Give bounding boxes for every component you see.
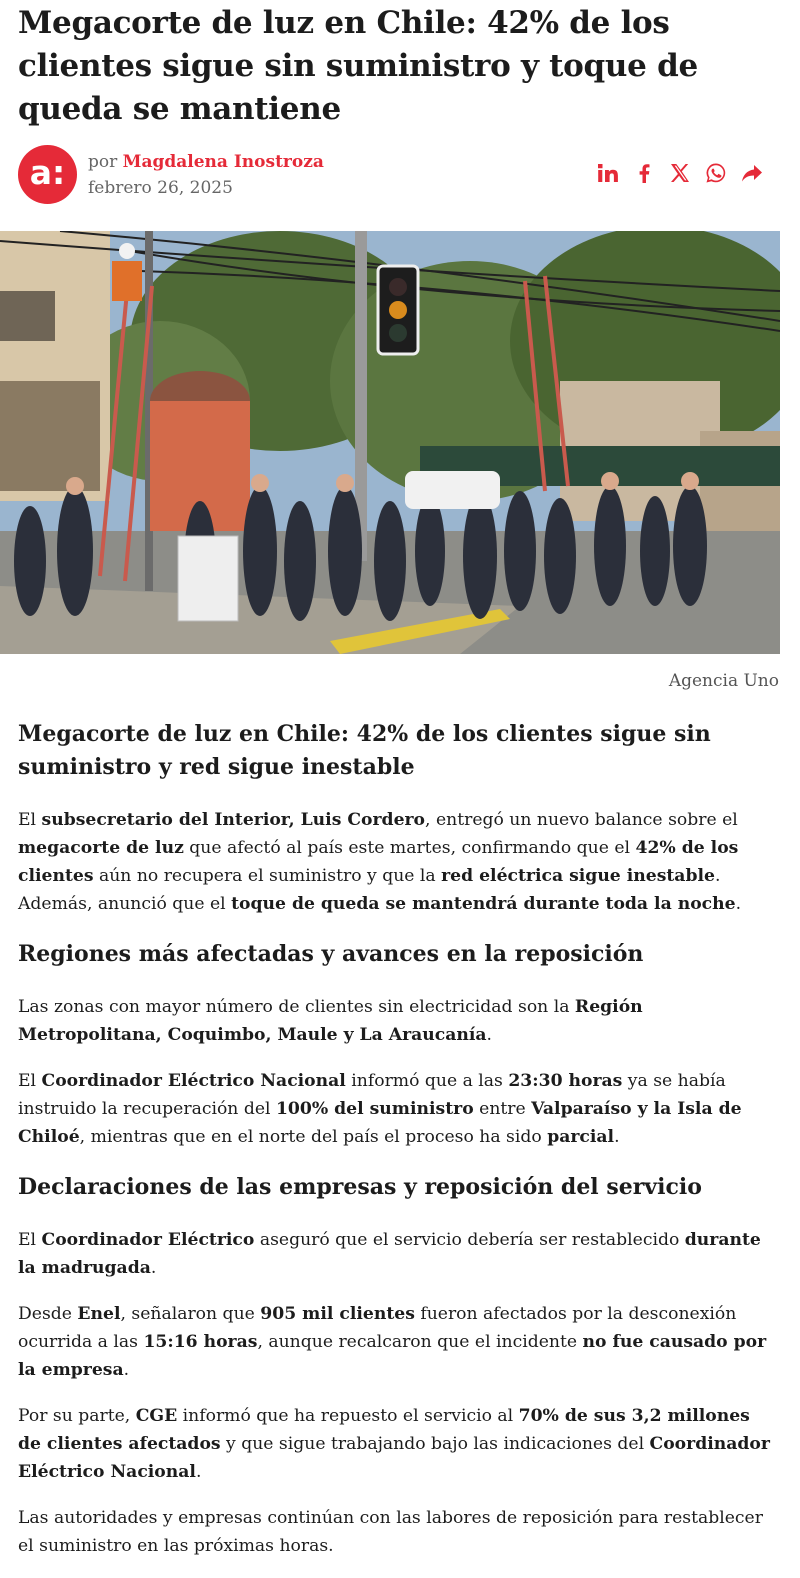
- paragraph-text: , señalaron que: [120, 1304, 261, 1324]
- paragraph-text: .: [150, 1258, 157, 1278]
- bold-text: durante la madrugada: [18, 1230, 761, 1278]
- paragraph-text: aseguró que el servicio debería ser restablecido: [254, 1230, 685, 1250]
- bold-text: 905 mil clientes: [260, 1304, 415, 1324]
- body-paragraph: [18, 1300, 770, 1384]
- share-icon[interactable]: [740, 161, 764, 185]
- byline-prefix: por: [88, 152, 118, 172]
- bold-text: no fue causado por la empresa: [18, 1332, 767, 1380]
- body-paragraph: [18, 1226, 770, 1282]
- paragraph-text: informó que a las: [345, 1071, 509, 1091]
- x-icon[interactable]: [668, 161, 692, 185]
- body-paragraph: [18, 993, 770, 1049]
- bold-text: subsecretario del Interior, Luis Cordero: [41, 810, 426, 830]
- bold-text: 15:16 horas: [143, 1332, 258, 1352]
- paragraph-text: El: [18, 1230, 42, 1250]
- paragraph-text: Por su parte,: [18, 1406, 136, 1426]
- body-paragraph: [18, 1402, 770, 1486]
- bold-text: Enel: [77, 1304, 121, 1324]
- paragraph-text: , entregó un nuevo balance sobre el: [425, 810, 738, 830]
- article-photo: [0, 231, 780, 654]
- paragraph-text: entre: [473, 1099, 532, 1119]
- byline-author-line: [88, 152, 324, 172]
- publish-date: febrero 26, 2025: [88, 178, 233, 198]
- bold-text: 100% del suministro: [275, 1099, 474, 1119]
- byline: [18, 145, 780, 207]
- bold-text: toque de queda se mantendrá durante toda la noche: [231, 894, 736, 914]
- bold-text: Valparaíso y la Isla de Chiloé: [18, 1099, 742, 1147]
- paragraph-text: El: [18, 810, 42, 830]
- bold-text: megacorte de luz: [18, 838, 184, 858]
- linkedin-icon[interactable]: [596, 161, 620, 185]
- section-heading: Declaraciones de las empresas y reposición del servicio: [18, 1174, 702, 1200]
- paragraph-text: Desde: [18, 1304, 78, 1324]
- avatar-logo-text: a:: [29, 153, 66, 192]
- whatsapp-icon[interactable]: [704, 161, 728, 185]
- author-avatar[interactable]: [18, 145, 77, 204]
- paragraph-text: El: [18, 1071, 42, 1091]
- bold-text: 70% de sus 3,2 millones de clientes afectados: [18, 1406, 750, 1454]
- bold-text: CGE: [135, 1406, 178, 1426]
- paragraph-text: .: [123, 1360, 130, 1380]
- bold-text: red eléctrica sigue inestable: [441, 866, 715, 886]
- paragraph-text: . Además, anunció que el: [18, 866, 721, 914]
- section-heading: Megacorte de luz en Chile: 42% de los clientes sigue sin suministro y red sigue inestable: [18, 721, 711, 780]
- paragraph-text: Las autoridades y empresas continúan con las labores de reposición para restablecer el suministro en las próximas horas.: [18, 1508, 763, 1556]
- paragraph-text: , aunque recalcaron que el incidente: [257, 1332, 583, 1352]
- street-scene-illustration: [0, 231, 780, 654]
- bold-text: parcial: [547, 1127, 615, 1147]
- paragraph-text: .: [486, 1025, 492, 1045]
- body-paragraph: [18, 1504, 770, 1560]
- image-credit: Agencia Uno: [668, 671, 779, 691]
- article-body: [18, 718, 770, 1560]
- paragraph-text: Las zonas con mayor número de clientes sin electricidad son la: [18, 997, 575, 1017]
- article-headline: Megacorte de luz en Chile: 42% de los clientes sigue sin suministro y toque de queda se mantiene: [18, 5, 698, 127]
- paragraph-text: y que sigue trabajando bajo las indicaciones del: [220, 1434, 650, 1454]
- paragraph-text: ya se había instruido la recuperación del: [18, 1071, 726, 1119]
- author-link[interactable]: Magdalena Inostroza: [122, 152, 324, 172]
- paragraph-text: .: [735, 894, 742, 914]
- paragraph-text: que afectó al país este martes, confirmando que el: [183, 838, 636, 858]
- paragraph-text: informó que ha repuesto el servicio al: [177, 1406, 519, 1426]
- body-paragraph: [18, 1067, 770, 1151]
- bold-text: Coordinador Eléctrico Nacional: [41, 1071, 346, 1091]
- bold-text: Región Metropolitana, Coquimbo, Maule y La Araucanía: [18, 997, 643, 1045]
- paragraph-text: fueron afectados por la desconexión ocurrida a las: [18, 1304, 737, 1352]
- paragraph-text: aún no recupera el suministro y que la: [93, 866, 442, 886]
- bold-text: Coordinador Eléctrico: [41, 1230, 255, 1250]
- bold-text: Coordinador Eléctrico Nacional: [18, 1434, 770, 1482]
- facebook-icon[interactable]: [632, 161, 656, 185]
- bold-text: 42% de los clientes: [18, 838, 739, 886]
- bold-text: 23:30 horas: [508, 1071, 623, 1091]
- section-heading: Regiones más afectadas y avances en la reposición: [18, 941, 644, 967]
- paragraph-text: , mientras que en el norte del país el proceso ha sido: [79, 1127, 548, 1147]
- body-paragraph: [18, 806, 770, 918]
- paragraph-text: .: [614, 1127, 620, 1147]
- share-bar: [596, 161, 764, 185]
- paragraph-text: .: [195, 1462, 202, 1482]
